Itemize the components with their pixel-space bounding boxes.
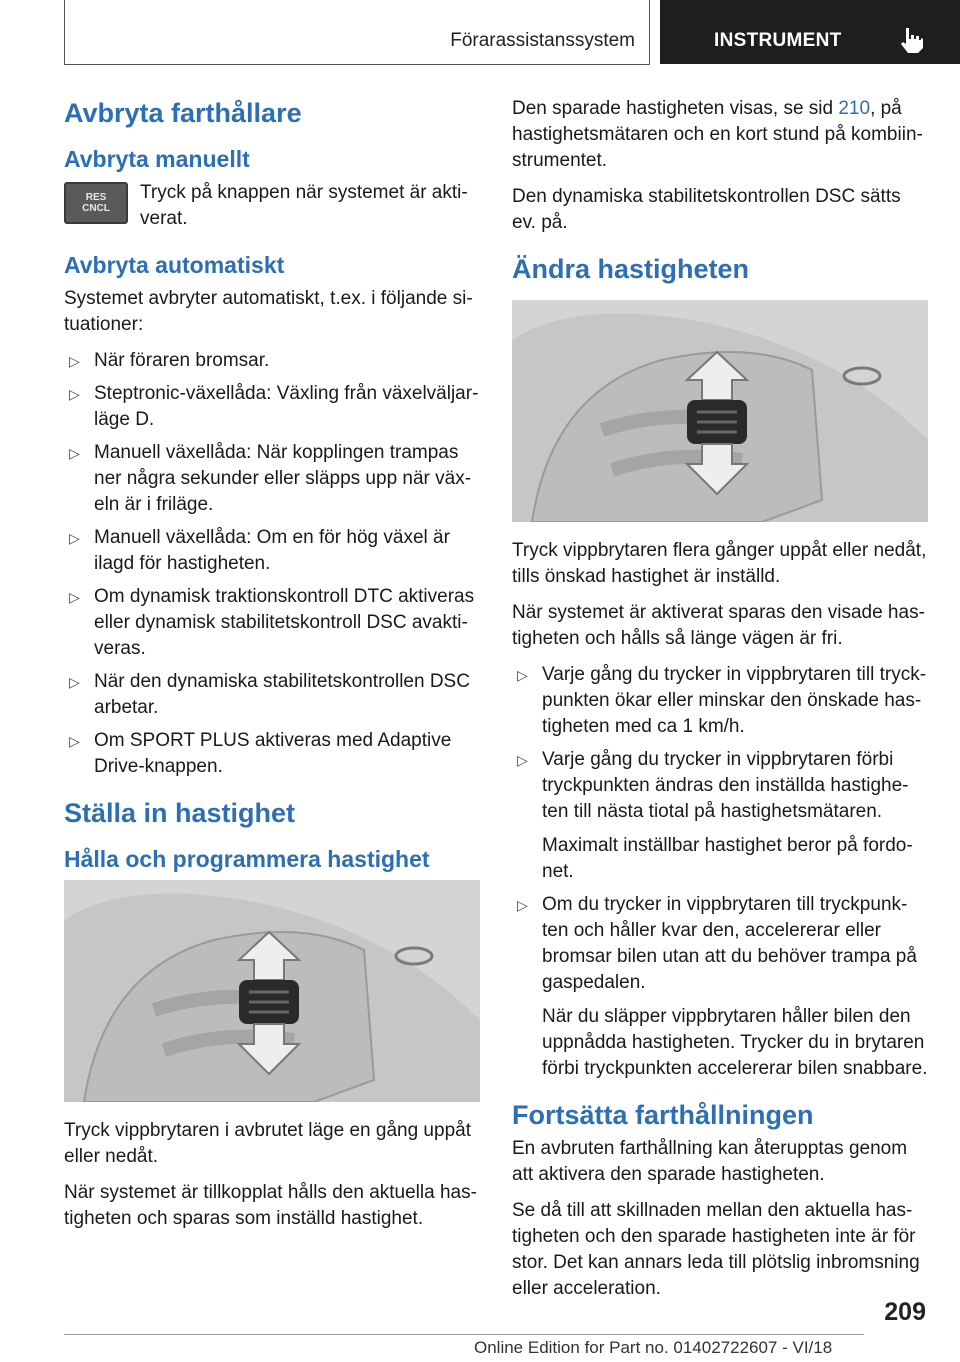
bullet-triangle-icon: ▷ bbox=[517, 897, 528, 913]
list-item: ▷ Om du trycker in vippbrytaren till tryckpunk-ten och håller kvar den, accelererar eller bromsar bilen utan att du behöver trampa på gaspedalen. bbox=[517, 894, 917, 993]
saved-speed-text: Den sparade hastigheten visas, se sid 210, på hastighetsmätaren och en kort stund på kombiin-strumentet. bbox=[512, 98, 923, 171]
list-item: ▷ Varje gång du trycker in vippbrytaren till tryck-punkten ökar eller minskar den önskade has-tigheten med ca 1 km/h. bbox=[517, 664, 927, 737]
pointing-hand-icon bbox=[898, 26, 924, 54]
bullet-triangle-icon: ▷ bbox=[69, 530, 80, 546]
hold-text-1: Tryck vippbrytaren i avbrutet läge en gång uppåt eller nedåt. bbox=[64, 1120, 471, 1167]
dsc-text: Den dynamiska stabilitetskontrollen DSC sätts ev. på. bbox=[512, 186, 901, 233]
bullet-triangle-icon: ▷ bbox=[69, 733, 80, 749]
list-item: ▷ Varje gång du trycker in vippbrytaren förbi tryckpunkten ändras den inställda hastighe-ten till nästa tiotal på hastighetsmätaren. bbox=[517, 749, 909, 822]
header-tab-instrument[interactable] bbox=[660, 0, 960, 64]
bullet-triangle-icon: ▷ bbox=[69, 353, 80, 369]
heading-resume-cruise: Fortsätta farthållningen bbox=[512, 1100, 814, 1130]
hold-text-2: När systemet är tillkopplat hålls den aktuella has-tigheten och sparas som inställd hastighet. bbox=[64, 1182, 477, 1229]
heading-change-speed: Ändra hastigheten bbox=[512, 254, 750, 284]
page-number: 209 bbox=[884, 1298, 926, 1326]
change-item3-subtext: När du släpper vippbrytaren håller bilen den uppnådda hastigheten. Trycker du in brytaren förbi tryckpunkten accelererar bilen snabbare. bbox=[542, 1006, 928, 1079]
footer-divider bbox=[64, 1334, 864, 1335]
page-link-210[interactable]: 210 bbox=[838, 98, 871, 119]
cncl-label: CNCL bbox=[82, 203, 110, 214]
resume-text-2: Se då till att skillnaden mellan den aktuella has-tigheten och den sparade hastigheten inte är för stor. Det kan annars leda till plötslig inbromsning eller acceleration. bbox=[512, 1200, 920, 1299]
heading-cancel-manual: Avbryta manuellt bbox=[64, 146, 250, 172]
change-text-1: Tryck vippbrytaren flera gånger uppåt eller nedåt, tills önskad hastighet är inställd. bbox=[512, 540, 927, 587]
bullet-triangle-icon: ▷ bbox=[517, 752, 528, 768]
change-item2-subtext: Maximalt inställbar hastighet beror på fordo-net. bbox=[542, 835, 913, 882]
heading-cancel-auto: Avbryta automatiskt bbox=[64, 252, 285, 278]
res-label: RES bbox=[85, 192, 107, 203]
res-cncl-button-icon bbox=[64, 182, 128, 224]
list-item: ▷ Manuell växellåda: När kopplingen trampas ner några sekunder eller släpps upp när väx-eln är i friläge. bbox=[69, 442, 472, 515]
auto-intro-text: Systemet avbryter automatiskt, t.ex. i följande si-tuationer: bbox=[64, 288, 473, 335]
manual-cancel-text: Tryck på knappen när systemet är akti-verat. bbox=[140, 182, 468, 229]
change-text-2: När systemet är aktiverat sparas den visade has-tigheten och hålls så länge vägen är fri. bbox=[512, 602, 925, 649]
bullet-triangle-icon: ▷ bbox=[69, 445, 80, 461]
list-item: ▷ När den dynamiska stabilitetskontrollen DSC arbetar. bbox=[69, 671, 470, 718]
bullet-triangle-icon: ▷ bbox=[69, 589, 80, 605]
header-tab-label: INSTRUMENT bbox=[714, 30, 842, 51]
header-section-title: Förarassistanssystem bbox=[450, 30, 635, 51]
heading-hold-program: Hålla och programmera hastighet bbox=[64, 846, 430, 872]
auto-cancel-list bbox=[64, 348, 480, 780]
list-item: ▷ Manuell växellåda: Om en för hög växel är ilagd för hastigheten. bbox=[69, 527, 450, 574]
bullet-triangle-icon: ▷ bbox=[69, 674, 80, 690]
list-item: ▷ Om dynamisk traktionskontroll DTC aktiveras eller dynamisk stabilitetskontroll DSC avakti-veras. bbox=[69, 586, 475, 659]
footer-edition: Online Edition for Part no. 01402722607 - VI/18 bbox=[474, 1338, 833, 1357]
header-section-box bbox=[64, 0, 650, 65]
bullet-triangle-icon: ▷ bbox=[517, 667, 528, 683]
res-cncl-row bbox=[64, 180, 480, 232]
steering-wheel-rocker-illustration bbox=[64, 880, 480, 1102]
list-item: ▷ När föraren bromsar. bbox=[64, 348, 480, 374]
heading-set-speed: Ställa in hastighet bbox=[64, 798, 296, 828]
bullet-triangle-icon: ▷ bbox=[69, 386, 80, 402]
change-speed-list bbox=[512, 662, 928, 825]
list-item: ▷ Om SPORT PLUS aktiveras med Adaptive Drive-knappen. bbox=[69, 730, 452, 777]
change-speed-list-2 bbox=[512, 892, 928, 996]
resume-text-1: En avbruten farthållning kan återupptas genom att aktivera den sparade hastigheten. bbox=[512, 1138, 908, 1185]
left-column bbox=[64, 96, 480, 1242]
heading-cancel-cruise: Avbryta farthållare bbox=[64, 98, 302, 128]
steering-wheel-rocker-illustration bbox=[512, 300, 928, 522]
right-column bbox=[512, 96, 928, 1312]
list-item: ▷ Steptronic-växellåda: Växling från växelväljar-läge D. bbox=[69, 383, 479, 430]
